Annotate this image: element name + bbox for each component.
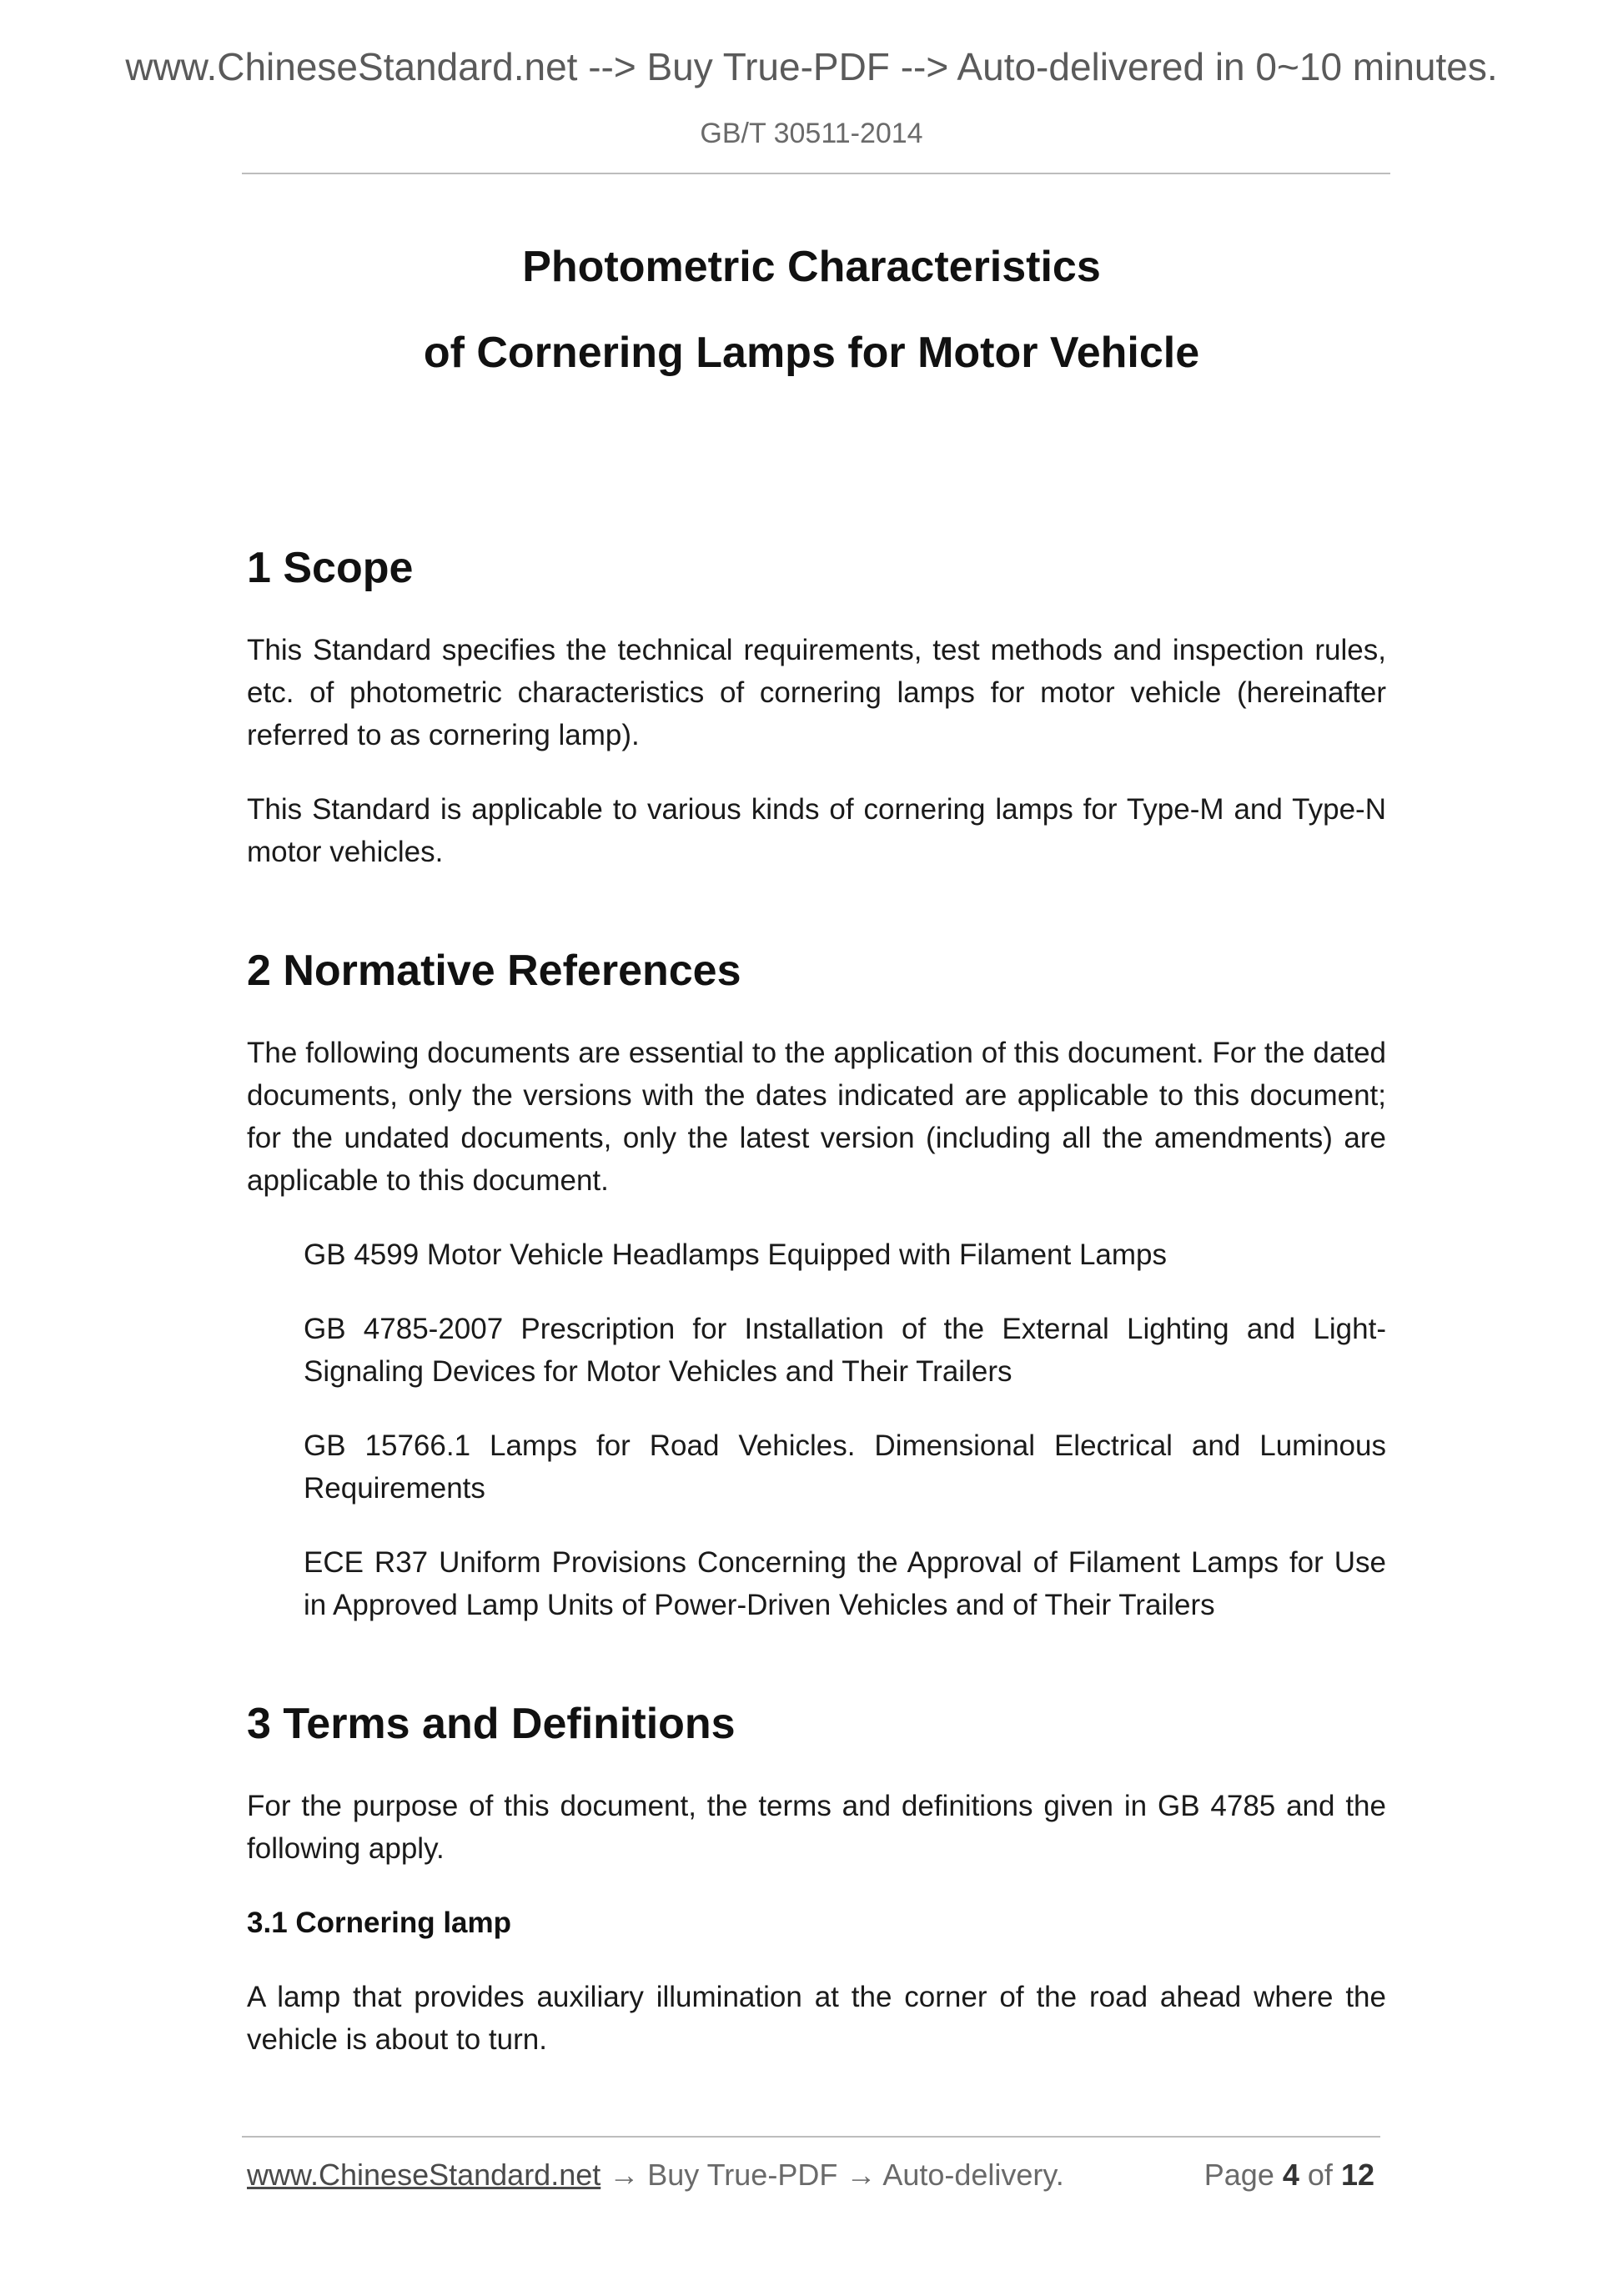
term-definition-cornering-lamp: A lamp that provides auxiliary illumination at the corner of the road ahead where the vehicle is about to turn.	[247, 1981, 1386, 2056]
total-pages: 12	[1340, 2158, 1374, 2192]
document-title-line-2: of Cornering Lamps for Motor Vehicle	[423, 329, 1200, 377]
terms-intro-paragraph: For the purpose of this document, the terms and definitions given in GB 4785 and the following apply.	[247, 1790, 1386, 1865]
reference-item: ECE R37 Uniform Provisions Concerning the Approval of Filament Lamps for Use in Approved Lamp Units of Power-Driven Vehicles and of Their Trailers	[304, 1546, 1386, 1621]
section-heading-normative-references: 2 Normative References	[247, 947, 741, 995]
header-divider	[242, 173, 1390, 174]
document-body	[247, 542, 1386, 2061]
section-heading-terms-and-definitions: 3 Terms and Definitions	[247, 1700, 736, 1748]
reference-item: GB 4599 Motor Vehicle Headlamps Equipped with Filament Lamps	[304, 1238, 1167, 1271]
standard-code: GB/T 30511-2014	[700, 118, 923, 149]
footer-tagline: → Buy True-PDF → Auto-delivery.	[600, 2158, 1064, 2192]
scope-paragraph-2: This Standard is applicable to various kinds of cornering lamps for Type-M and Type-N motor vehicles.	[247, 793, 1386, 868]
top-banner: www.ChineseStandard.net --> Buy True-PDF --> Auto-delivered in 0~10 minutes.	[125, 45, 1498, 88]
term-heading-cornering-lamp: 3.1 Cornering lamp	[247, 1907, 512, 1939]
normative-intro-paragraph: The following documents are essential to the application of this document. For the dated documents, only the versions with the dates indicated are applicable to this document; for the undated documents, only the latest version (including all the amendments) are applicable to this document.	[247, 1037, 1386, 1197]
page-word: Page	[1203, 2158, 1274, 2192]
page-footer	[247, 2155, 1374, 2195]
section-heading-scope: 1 Scope	[247, 544, 414, 592]
footer-divider	[242, 2136, 1380, 2138]
reference-item: GB 4785-2007 Prescription for Installation of the External Lighting and Light-Signaling Devices for Motor Vehicles and Their Trailers	[304, 1313, 1386, 1388]
footer-website-link[interactable]: www.ChineseStandard.net	[247, 2158, 601, 2192]
reference-item: GB 15766.1 Lamps for Road Vehicles. Dimensional Electrical and Luminous Requirements	[304, 1429, 1386, 1505]
current-page-number: 4	[1282, 2158, 1299, 2192]
of-word: of	[1307, 2158, 1333, 2192]
scope-paragraph-1: This Standard specifies the technical requirements, test methods and inspection rules, etc. of photometric characteristics of cornering lamps for motor vehicle (hereinafter referred to as cornering lamp).	[247, 634, 1386, 751]
page-indicator	[1204, 2155, 1374, 2195]
document-title-line-1: Photometric Characteristics	[522, 243, 1101, 291]
